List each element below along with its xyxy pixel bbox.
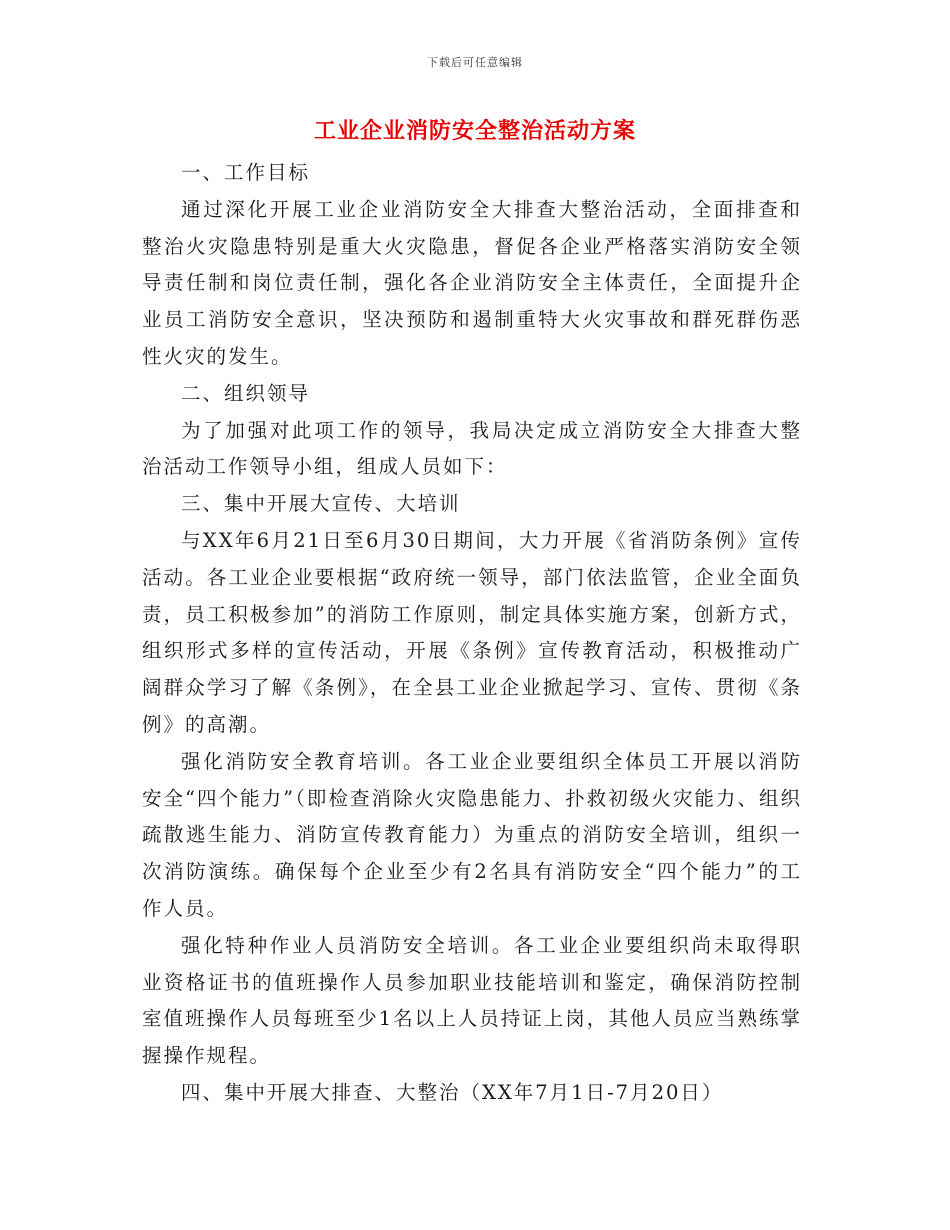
paragraph-special-operator-training: 强化特种作业人员消防安全培训。各工业企业要组织尚未取得职业资格证书的值班操作人员参加职业技能培训和鉴定，确保消防控制室值班操作人员每班至少1名以上人员持证上岗，其他人员应当熟练掌握操作规程。 bbox=[142, 933, 802, 1068]
section-heading-publicity-training: 三、集中开展大宣传、大培训 bbox=[181, 492, 461, 516]
document-body bbox=[142, 155, 802, 1112]
page-header-note: 下载后可任意编辑 bbox=[427, 56, 523, 69]
paragraph-publicity: 与XX年6月21日至6月30日期间，大力开展《省消防条例》宣传活动。各工业企业要根据“政府统一领导，部门依法监管，企业全面负责，员工积极参加”的消防工作原则，制定具体实施方案，创新方式，组织形式多样的宣传活动，开展《条例》宣传教育活动，积极推动广阔群众学习了解《条例》，在全县工业企业掀起学习、宣传、贯彻《条例》的高潮。 bbox=[142, 528, 802, 736]
paragraph-goals: 通过深化开展工业企业消防安全大排查大整治活动，全面排查和整治火灾隐患特别是重大火灾隐患，督促各企业严格落实消防安全领导责任制和岗位责任制，强化各企业消防安全主体责任，全面提升企业员工消防安全意识，坚决预防和遏制重特大火灾事故和群死群伤恶性火灾的发生。 bbox=[142, 197, 802, 368]
paragraph-education-training: 强化消防安全教育培训。各工业企业要组织全体员工开展以消防安全“四个能力”（即检查消除火灾隐患能力、扑救初级火灾能力、组织疏散逃生能力、消防宣传教育能力）为重点的消防安全培训，组织一次消防演练。确保每个企业至少有2名具有消防安全“四个能力”的工作人员。 bbox=[142, 749, 802, 920]
section-heading-leadership: 二、组织领导 bbox=[181, 381, 311, 405]
section-heading-goals: 一、工作目标 bbox=[181, 161, 311, 184]
section-heading-inspection: 四、集中开展大排查、大整治（XX年7月1日-7月20日） bbox=[181, 1080, 724, 1104]
document-title: 工业企业消防安全整治活动方案 bbox=[313, 118, 636, 144]
paragraph-leadership: 为了加强对此项工作的领导，我局决定成立消防安全大排查大整治活动工作领导小组，组成人员如下： bbox=[142, 418, 802, 479]
